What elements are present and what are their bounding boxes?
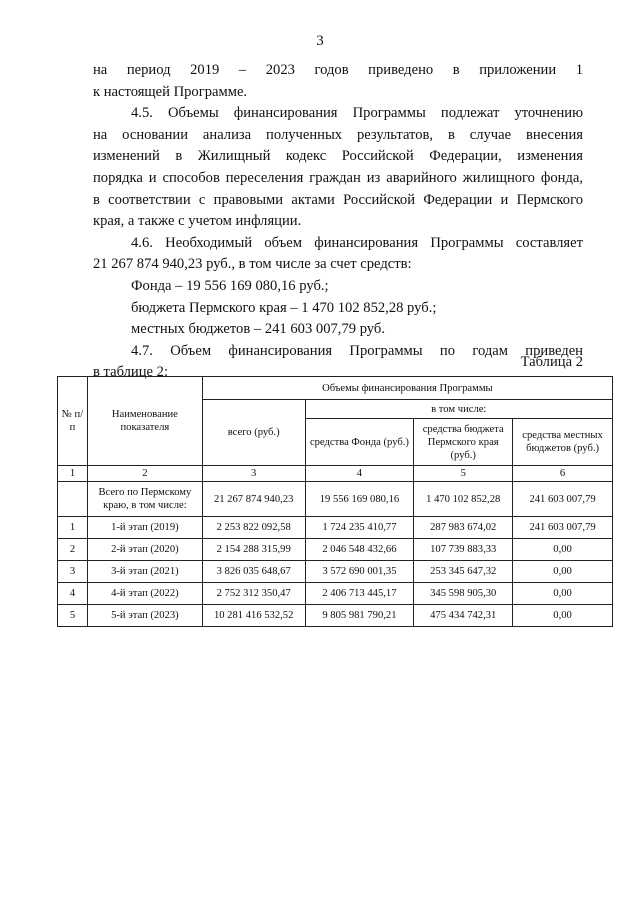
paragraph-4-5 (93, 103, 583, 233)
cell-fund: 2 046 548 432,66 (305, 539, 414, 561)
column-number: 2 (87, 466, 202, 482)
paragraph-appendix-ref (93, 60, 583, 103)
column-number: 1 (58, 466, 88, 482)
cell-total: 21 267 874 940,23 (202, 482, 305, 517)
cell-num: 2 (58, 539, 88, 561)
text-line: Фонда – 19 556 169 080,16 руб.; (131, 277, 329, 294)
text-line: в таблице 2: (93, 364, 169, 381)
cell-fund: 3 572 690 001,35 (305, 561, 414, 583)
text-line: 4.7. Объем финансирования Программы по годам приведен (131, 342, 583, 359)
header-name: Наименование показателя (87, 377, 202, 466)
table-row (58, 583, 613, 605)
text-line: края, а также с учетом инфляции. (93, 213, 302, 230)
header-regional: средства бюджета Пермского края (руб.) (414, 419, 513, 466)
document-body (93, 60, 583, 384)
column-number-row (58, 466, 613, 482)
cell-total: 3 826 035 648,67 (202, 561, 305, 583)
cell-local: 0,00 (513, 539, 613, 561)
cell-name: 5-й этап (2023) (87, 605, 202, 627)
header-total: всего (руб.) (202, 400, 305, 466)
text-line: местных бюджетов – 241 603 007,79 руб. (131, 321, 385, 338)
header-including: в том числе: (305, 400, 612, 419)
paragraph-4-6 (93, 233, 583, 276)
text-line: на основании анализа полученных результатов, в случае внесения (93, 126, 583, 143)
text-line: изменений в Жилищный кодекс Российской Федерации, изменения (93, 148, 583, 165)
table-header-row (58, 377, 613, 400)
cell-regional: 107 739 883,33 (414, 539, 513, 561)
cell-local: 0,00 (513, 561, 613, 583)
funding-table (57, 376, 613, 627)
cell-total: 10 281 416 532,52 (202, 605, 305, 627)
cell-regional: 253 345 647,32 (414, 561, 513, 583)
column-number: 5 (414, 466, 513, 482)
cell-fund: 2 406 713 445,17 (305, 583, 414, 605)
text-line: в соответствии с правовыми актами Российской Федерации и Пермского (93, 191, 583, 208)
cell-num: 1 (58, 517, 88, 539)
text-line: бюджета Пермского края – 1 470 102 852,28 руб.; (131, 299, 437, 316)
cell-local: 0,00 (513, 605, 613, 627)
cell-local: 241 603 007,79 (513, 517, 613, 539)
header-fund: средства Фонда (руб.) (305, 419, 414, 466)
cell-regional: 345 598 905,30 (414, 583, 513, 605)
header-num: № п/п (58, 377, 88, 466)
cell-name: Всего по Пермскому краю, в том числе: (87, 482, 202, 517)
cell-local: 241 603 007,79 (513, 482, 613, 517)
cell-fund: 1 724 235 410,77 (305, 517, 414, 539)
cell-fund: 19 556 169 080,16 (305, 482, 414, 517)
text-line: к настоящей Программе. (93, 83, 248, 100)
cell-fund: 9 805 981 790,21 (305, 605, 414, 627)
text-line: 21 267 874 940,23 руб., в том числе за счет средств: (93, 256, 412, 273)
cell-num: 4 (58, 583, 88, 605)
cell-name: 3-й этап (2021) (87, 561, 202, 583)
column-number: 3 (202, 466, 305, 482)
header-local: средства местных бюджетов (руб.) (513, 419, 613, 466)
cell-total: 2 752 312 350,47 (202, 583, 305, 605)
cell-total: 2 253 822 092,58 (202, 517, 305, 539)
total-row (58, 482, 613, 517)
cell-regional: 1 470 102 852,28 (414, 482, 513, 517)
page-number: 3 (316, 33, 324, 49)
cell-regional: 287 983 674,02 (414, 517, 513, 539)
column-number: 6 (513, 466, 613, 482)
table-row (58, 605, 613, 627)
cell-total: 2 154 288 315,99 (202, 539, 305, 561)
column-number: 4 (305, 466, 414, 482)
text-line: 4.6. Необходимый объем финансирования Программы составляет (131, 234, 583, 251)
cell-num: 5 (58, 605, 88, 627)
header-volumes: Объемы финансирования Программы (202, 377, 612, 400)
funding-sources-list (93, 276, 583, 341)
cell-num: 3 (58, 561, 88, 583)
cell-name: 1-й этап (2019) (87, 517, 202, 539)
table-row (58, 517, 613, 539)
cell-num (58, 482, 88, 517)
cell-local: 0,00 (513, 583, 613, 605)
table-row (58, 561, 613, 583)
text-line: на период 2019 – 2023 годов приведено в приложении 1 (93, 62, 583, 78)
text-line: 4.5. Объемы финансирования Программы подлежат уточнению (131, 105, 583, 122)
table-row (58, 539, 613, 561)
cell-name: 4-й этап (2022) (87, 583, 202, 605)
cell-regional: 475 434 742,31 (414, 605, 513, 627)
cell-name: 2-й этап (2020) (87, 539, 202, 561)
table-caption: Таблица 2 (520, 354, 583, 370)
text-line: порядка и способов переселения граждан из аварийного жилищного фонда, (93, 169, 583, 186)
